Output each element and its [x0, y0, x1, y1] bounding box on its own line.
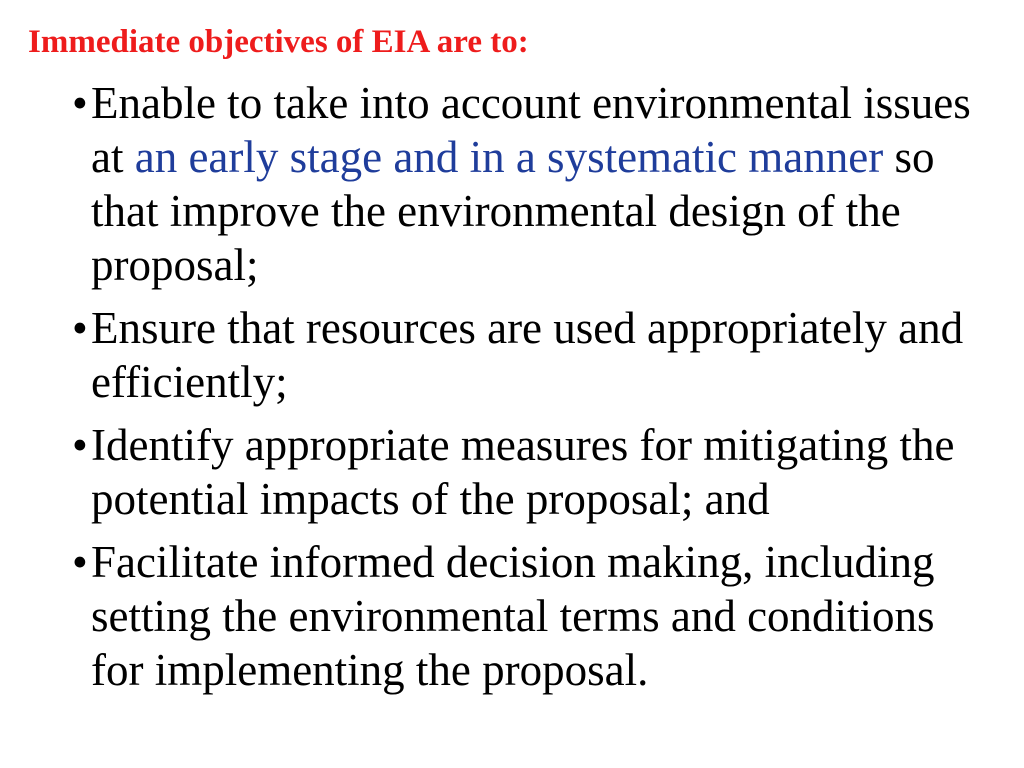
bullet-list [72, 76, 992, 706]
bullet-item [72, 76, 992, 292]
bullet-item [72, 535, 992, 697]
bullet-marker: • [72, 420, 88, 470]
bullet-text: Enable to take into account environmental issues at [91, 78, 971, 182]
bullet-marker: • [72, 537, 88, 587]
bullet-text: Facilitate informed decision making, including setting the environmental terms and conditions for implementing the proposal. [91, 537, 935, 695]
slide-title: Immediate objectives of EIA are to: [28, 24, 529, 60]
bullet-item [72, 301, 992, 409]
bullet-item [72, 418, 992, 526]
bullet-marker: • [72, 78, 88, 128]
bullet-text: Identify appropriate measures for mitigating the potential impacts of the proposal; and [91, 420, 955, 524]
highlighted-text: an early stage and in a systematic manner [134, 132, 884, 182]
bullet-text: Ensure that resources are used appropriately and efficiently; [91, 303, 964, 407]
bullet-marker: • [72, 303, 88, 353]
bullet-text: so that improve the environmental design of the proposal; [91, 132, 935, 290]
